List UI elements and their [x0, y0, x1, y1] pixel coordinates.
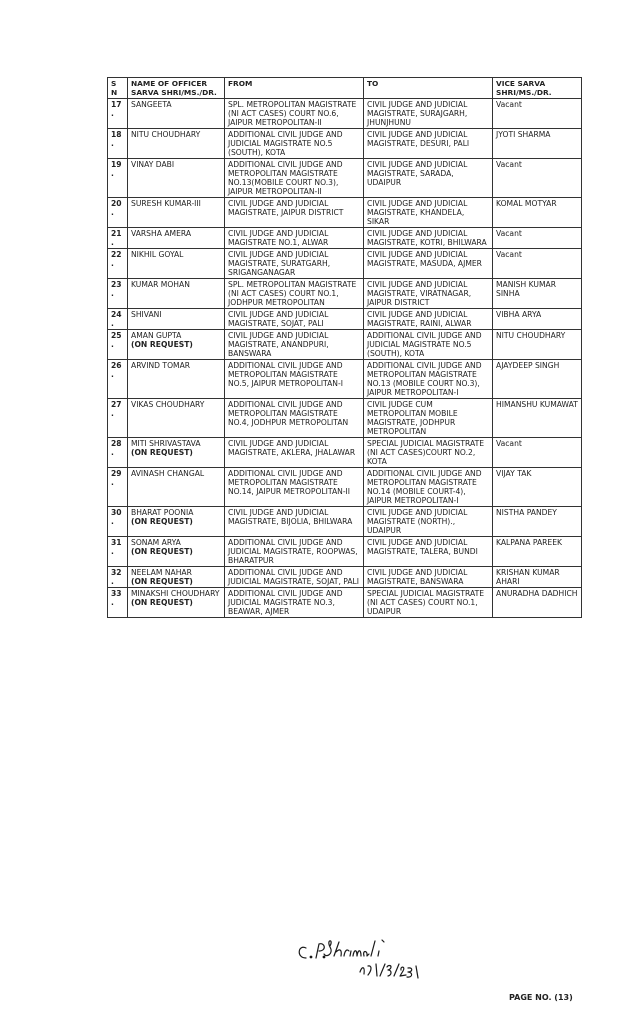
cell-vice: MANISH KUMAR SINHA	[493, 279, 582, 309]
cell-from: ADDITIONAL CIVIL JUDGE AND METROPOLITAN MAGISTRATE NO.14, JAIPUR METROPOLITAN-II	[225, 468, 364, 507]
header-sn: S N	[108, 78, 128, 99]
cell-vice: KALPANA PAREEK	[493, 537, 582, 567]
cell-sn: 18.	[108, 129, 128, 159]
cell-officer-name	[128, 309, 225, 330]
cell-officer-name	[128, 537, 225, 567]
cell-vice: KRISHAN KUMAR AHARI	[493, 567, 582, 588]
header-vice: VICE SARVA SHRI/MS./DR.	[493, 78, 582, 99]
cell-vice: Vacant	[493, 249, 582, 279]
table-row	[108, 537, 582, 567]
cell-vice: VIBHA ARYA	[493, 309, 582, 330]
transfer-table	[107, 77, 582, 618]
on-request-tag: (ON REQUEST)	[131, 598, 193, 607]
cell-vice: Vacant	[493, 159, 582, 198]
cell-sn: 17.	[108, 99, 128, 129]
on-request-tag: (ON REQUEST)	[131, 517, 193, 526]
cell-from: ADDITIONAL CIVIL JUDGE AND METROPOLITAN MAGISTRATE NO.13(MOBILE COURT NO.3), JAIPUR METROPOLITAN-II	[225, 159, 364, 198]
cell-to: CIVIL JUDGE AND JUDICIAL MAGISTRATE, SARADA, UDAIPUR	[364, 159, 493, 198]
officer-name: NIKHIL GOYAL	[131, 250, 184, 259]
cell-sn: 24.	[108, 309, 128, 330]
cell-sn: 28.	[108, 438, 128, 468]
table-row	[108, 399, 582, 438]
cell-officer-name	[128, 330, 225, 360]
cell-to: ADDITIONAL CIVIL JUDGE AND JUDICIAL MAGISTRATE NO.5 (SOUTH), KOTA	[364, 330, 493, 360]
cell-officer-name	[128, 588, 225, 618]
cell-to: CIVIL JUDGE AND JUDICIAL MAGISTRATE, KHANDELA, SIKAR	[364, 198, 493, 228]
table-row	[108, 507, 582, 537]
table-row	[108, 567, 582, 588]
cell-sn: 27.	[108, 399, 128, 438]
officer-name: SONAM ARYA	[131, 538, 181, 547]
officer-name: ARVIND TOMAR	[131, 361, 191, 370]
table-row	[108, 309, 582, 330]
cell-from: CIVIL JUDGE AND JUDICIAL MAGISTRATE NO.1, ALWAR	[225, 228, 364, 249]
officer-name: AVINASH CHANGAL	[131, 469, 205, 478]
cell-from: ADDITIONAL CIVIL JUDGE AND JUDICIAL MAGISTRATE NO.5 (SOUTH), KOTA	[225, 129, 364, 159]
table-row	[108, 159, 582, 198]
table-row	[108, 99, 582, 129]
officer-name: VARSHA AMERA	[131, 229, 192, 238]
cell-officer-name	[128, 228, 225, 249]
cell-from: ADDITIONAL CIVIL JUDGE AND JUDICIAL MAGISTRATE, SOJAT, PALI	[225, 567, 364, 588]
cell-to: CIVIL JUDGE CUM METROPOLITAN MOBILE MAGISTRATE, JODHPUR METROPOLITAN	[364, 399, 493, 438]
cell-from: ADDITIONAL CIVIL JUDGE AND JUDICIAL MAGISTRATE, ROOPWAS, BHARATPUR	[225, 537, 364, 567]
table-row	[108, 330, 582, 360]
cell-officer-name	[128, 159, 225, 198]
table-row	[108, 228, 582, 249]
cell-sn: 19.	[108, 159, 128, 198]
header-name: NAME OF OFFICER SARVA SHRI/MS./DR.	[128, 78, 225, 99]
cell-from: CIVIL JUDGE AND JUDICIAL MAGISTRATE, SOJAT, PALI	[225, 309, 364, 330]
header-from: FROM	[225, 78, 364, 99]
cell-to: CIVIL JUDGE AND JUDICIAL MAGISTRATE, KOTRI, BHILWARA	[364, 228, 493, 249]
cell-vice: NISTHA PANDEY	[493, 507, 582, 537]
header-to: TO	[364, 78, 493, 99]
cell-sn: 30.	[108, 507, 128, 537]
table-row	[108, 279, 582, 309]
cell-sn: 23.	[108, 279, 128, 309]
cell-from: CIVIL JUDGE AND JUDICIAL MAGISTRATE, JAIPUR DISTRICT	[225, 198, 364, 228]
officer-name: NITU CHOUDHARY	[131, 130, 201, 139]
cell-from: CIVIL JUDGE AND JUDICIAL MAGISTRATE, BIJOLIA, BHILWARA	[225, 507, 364, 537]
handwritten-signature	[294, 934, 444, 994]
cell-sn: 31.	[108, 537, 128, 567]
cell-officer-name	[128, 438, 225, 468]
cell-to: CIVIL JUDGE AND JUDICIAL MAGISTRATE (NORTH)., UDAIPUR	[364, 507, 493, 537]
table-row	[108, 198, 582, 228]
cell-from: SPL. METROPOLITAN MAGISTRATE (NI ACT CASES) COURT NO.6, JAIPUR METROPOLITAN-II	[225, 99, 364, 129]
cell-vice: ANURADHA DADHICH	[493, 588, 582, 618]
officer-name: BHARAT POONIA	[131, 508, 194, 517]
cell-to: CIVIL JUDGE AND JUDICIAL MAGISTRATE, DESURI, PALI	[364, 129, 493, 159]
on-request-tag: (ON REQUEST)	[131, 547, 193, 556]
cell-to: CIVIL JUDGE AND JUDICIAL MAGISTRATE, VIRATNAGAR, JAIPUR DISTRICT	[364, 279, 493, 309]
cell-from: SPL. METROPOLITAN MAGISTRATE (NI ACT CASES) COURT NO.1, JODHPUR METROPOLITAN	[225, 279, 364, 309]
cell-sn: 21.	[108, 228, 128, 249]
officer-name: VINAY DABI	[131, 160, 175, 169]
cell-officer-name	[128, 360, 225, 399]
cell-officer-name	[128, 468, 225, 507]
cell-sn: 26.	[108, 360, 128, 399]
cell-to: CIVIL JUDGE AND JUDICIAL MAGISTRATE, BANSWARA	[364, 567, 493, 588]
cell-from: ADDITIONAL CIVIL JUDGE AND JUDICIAL MAGISTRATE NO.3, BEAWAR, AJMER	[225, 588, 364, 618]
cell-sn: 32.	[108, 567, 128, 588]
cell-vice: AJAYDEEP SINGH	[493, 360, 582, 399]
cell-from: ADDITIONAL CIVIL JUDGE AND METROPOLITAN MAGISTRATE NO.4, JODHPUR METROPOLITAN	[225, 399, 364, 438]
officer-name: SHIVANI	[131, 310, 162, 319]
cell-vice: Vacant	[493, 228, 582, 249]
cell-to: CIVIL JUDGE AND JUDICIAL MAGISTRATE, MASUDA, AJMER	[364, 249, 493, 279]
officer-name: SURESH KUMAR-III	[131, 199, 201, 208]
cell-officer-name	[128, 567, 225, 588]
cell-sn: 20.	[108, 198, 128, 228]
table-header-row	[108, 78, 582, 99]
cell-vice: Vacant	[493, 99, 582, 129]
cell-officer-name	[128, 249, 225, 279]
cell-vice: VIJAY TAK	[493, 468, 582, 507]
cell-vice: KOMAL MOTYAR	[493, 198, 582, 228]
cell-from: ADDITIONAL CIVIL JUDGE AND METROPOLITAN MAGISTRATE NO.5, JAIPUR METROPOLITAN-I	[225, 360, 364, 399]
on-request-tag: (ON REQUEST)	[131, 577, 193, 586]
cell-to: CIVIL JUDGE AND JUDICIAL MAGISTRATE, RAINI, ALWAR	[364, 309, 493, 330]
cell-officer-name	[128, 129, 225, 159]
table-row	[108, 129, 582, 159]
cell-to: ADDITIONAL CIVIL JUDGE AND METROPOLITAN MAGISTRATE NO.13 (MOBILE COURT NO.3), JAIPUR METROPOLITAN-I	[364, 360, 493, 399]
cell-sn: 25.	[108, 330, 128, 360]
table-row	[108, 249, 582, 279]
cell-officer-name	[128, 198, 225, 228]
officer-name: VIKAS CHOUDHARY	[131, 400, 205, 409]
officer-name: AMAN GUPTA	[131, 331, 182, 340]
officer-name: MITI SHRIVASTAVA	[131, 439, 201, 448]
cell-sn: 29.	[108, 468, 128, 507]
cell-sn: 33.	[108, 588, 128, 618]
table-row	[108, 468, 582, 507]
cell-sn: 22.	[108, 249, 128, 279]
cell-to: ADDITIONAL CIVIL JUDGE AND METROPOLITAN MAGISTRATE NO.14 (MOBILE COURT-4), JAIPUR METROPOLITAN-I	[364, 468, 493, 507]
cell-from: CIVIL JUDGE AND JUDICIAL MAGISTRATE, SURATGARH, SRIGANGANAGAR	[225, 249, 364, 279]
on-request-tag: (ON REQUEST)	[131, 340, 193, 349]
cell-vice: Vacant	[493, 438, 582, 468]
officer-name: KUMAR MOHAN	[131, 280, 190, 289]
cell-to: CIVIL JUDGE AND JUDICIAL MAGISTRATE, SURAJGARH, JHUNJHUNU	[364, 99, 493, 129]
table-row	[108, 360, 582, 399]
officer-name: NEELAM NAHAR	[131, 568, 192, 577]
cell-officer-name	[128, 99, 225, 129]
cell-to: CIVIL JUDGE AND JUDICIAL MAGISTRATE, TALERA, BUNDI	[364, 537, 493, 567]
page-number: PAGE NO. (13)	[509, 993, 573, 1002]
cell-officer-name	[128, 507, 225, 537]
table-row	[108, 588, 582, 618]
cell-vice: HIMANSHU KUMAWAT	[493, 399, 582, 438]
cell-to: SPECIAL JUDICIAL MAGISTRATE (NI ACT CASES)COURT NO.2, KOTA	[364, 438, 493, 468]
cell-officer-name	[128, 279, 225, 309]
cell-to: SPECIAL JUDICIAL MAGISTRATE (NI ACT CASES) COURT NO.1, UDAIPUR	[364, 588, 493, 618]
on-request-tag: (ON REQUEST)	[131, 448, 193, 457]
table-row	[108, 438, 582, 468]
cell-officer-name	[128, 399, 225, 438]
officer-name: MINAKSHI CHOUDHARY	[131, 589, 220, 598]
cell-from: CIVIL JUDGE AND JUDICIAL MAGISTRATE, AKLERA, JHALAWAR	[225, 438, 364, 468]
cell-from: CIVIL JUDGE AND JUDICIAL MAGISTRATE, ANANDPURI, BANSWARA	[225, 330, 364, 360]
cell-vice: JYOTI SHARMA	[493, 129, 582, 159]
cell-vice: NITU CHOUDHARY	[493, 330, 582, 360]
officer-name: SANGEETA	[131, 100, 172, 109]
